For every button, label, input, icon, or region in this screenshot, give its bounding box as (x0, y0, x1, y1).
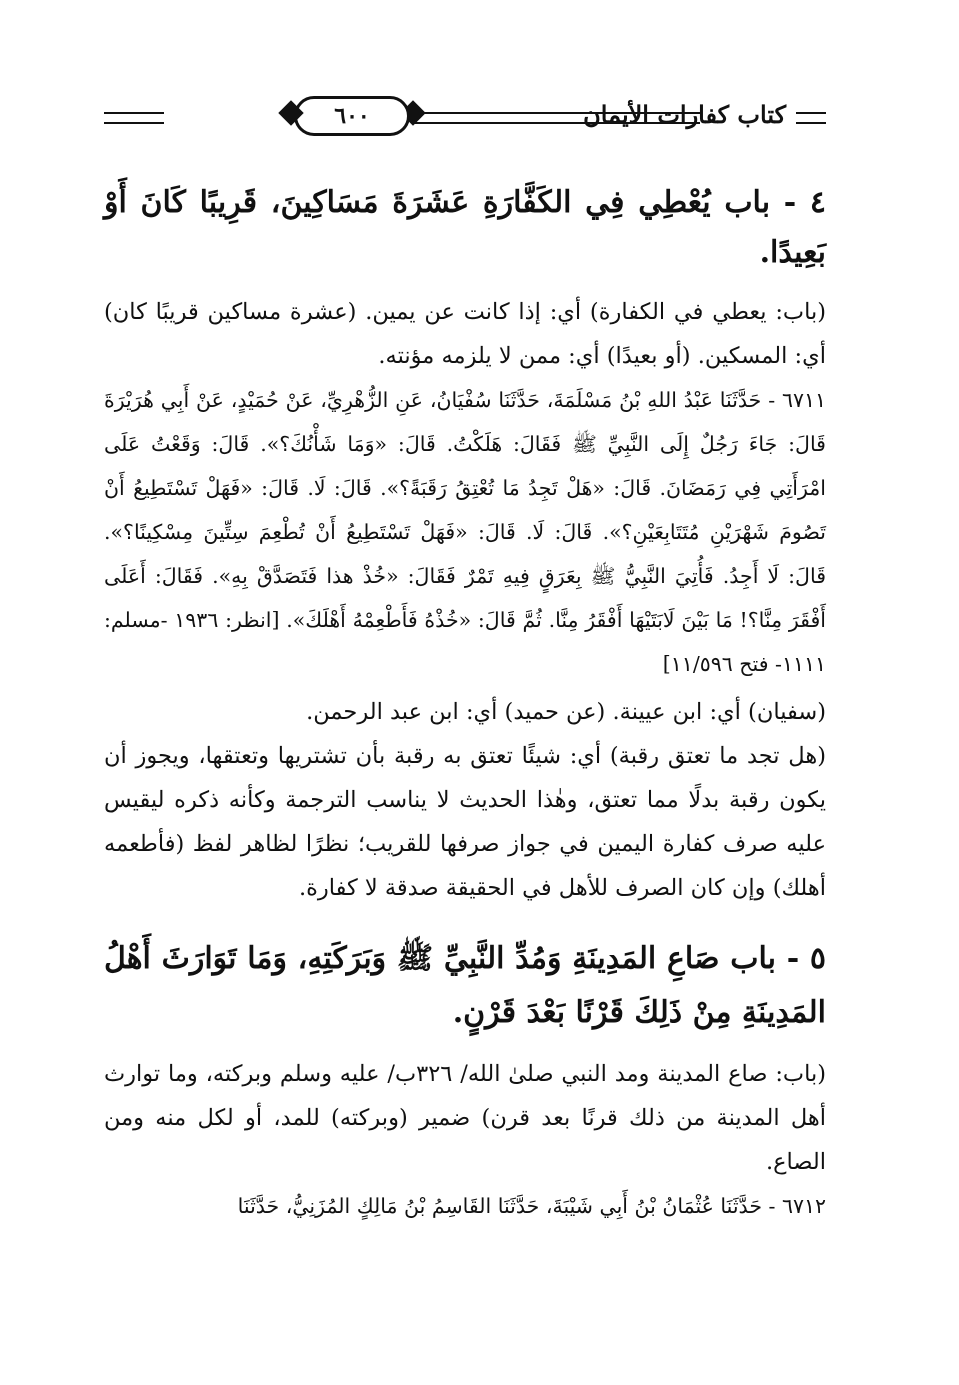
chapter-heading: ٥ - باب صَاعِ المَدِينَةِ وَمُدِّ النَّبِيِّ ﷺ وَبَرَكَتِهِ، وَمَا تَوَارَثَ أَهْلُ المَدِينَةِ مِنْ ذَلِكَ قَرْنًا بَعْدَ قَرْنٍ. (104, 941, 826, 1030)
page-content (104, 178, 826, 1228)
chapter-heading: ٤ - باب يُعْطِي فِي الكَفَّارَةِ عَشَرَةَ مَسَاكِينَ، قَرِيبًا كَانَ أَوْ بَعِيدًا. (104, 185, 826, 270)
commentary-paragraph: (باب: يعطي في الكفارة) أي: إذا كانت عن يمين. (عشرة مساكين قريبًا كان) أي: المسكين. (أو بعيدًا) أي: ممن لا يلزمه مؤنته. (104, 299, 826, 369)
header-rule-left (104, 112, 164, 124)
running-header (104, 90, 826, 150)
page-number: ٦٠٠ (334, 103, 370, 129)
page-number-frame (294, 96, 410, 136)
book-page (104, 90, 826, 1330)
hadith-text: ٦٧١١ - حَدَّثَنَا عَبْدُ اللهِ بْنُ مَسْلَمَةَ، حَدَّثَنَا سُفْيَانُ، عَنِ الزُّهْرِيِّ، عَنْ حُمَيْدٍ، عَنْ أَبِي هُرَيْرَةَ قَالَ: جَاءَ رَجُلٌ إِلَى النَّبِيِّ ﷺ فَقَالَ: هَلَكْتُ. قَالَ: «وَمَا شَأْنُكَ؟». قَالَ: وَقَعْتُ عَلَى امْرَأَتِي فِي رَمَضَانَ. قَالَ: «هَلْ تَجِدُ مَا تُعْتِقُ رَقَبَةً؟». قَالَ: لَا. قَالَ: «فَهَلْ تَسْتَطِيعُ أَنْ تَصُومَ شَهْرَيْنِ مُتَتَابِعَيْنِ؟». قَالَ: لَا. قَالَ: «فَهَلْ تَسْتَطِيعُ أَنْ تُطْعِمَ سِتِّينَ مِسْكِينًا؟». قَالَ: لَا أَجِدُ. فَأُتِيَ النَّبِيُّ ﷺ بِعَرَقٍ فِيهِ تَمْرٌ فَقَالَ: «خُذْ هذا فَتَصَدَّقْ بِهِ». فَقَالَ: أَعَلَى أَفْقَرَ مِنَّا؟! مَا بَيْنَ لَابَتَيْهَا أَفْقَرُ مِنَّا. ثُمَّ قَالَ: «خُذْهُ فَأَطْعِمْهُ أَهْلَكَ». [انظر: ١٩٣٦ -مسلم: ١١١١- فتح ١١/٥٩٦] (104, 388, 826, 676)
commentary-paragraph: (هل تجد ما تعتق رقبة) أي: شيئًا تعتق به رقبة بأن تشتريها وتعتقها، ويجوز أن يكون رقبة بدلًا مما تعتق، وهٰذا الحديث لا يناسب الترجمة وكأنه ذكره ليقيس عليه صرف كفارة اليمين في جواز صرفها للقريب؛ نظرًا لظاهر لفظ (فأطعمه أهلك) وإن كان الصرف للأهل في الحقيقة صدقة لا كفارة. (104, 743, 826, 901)
commentary-paragraph: (باب: صاع المدينة ومد النبي صلىٰ الله/ ٣٢٦ب/ عليه وسلم وبركته، وما توارث أهل المدينة من ذلك قرنًا بعد قرن) ضمير (وبركته) للمد، أو لكل منه ومن الصاع. (104, 1061, 827, 1175)
commentary-paragraph: (سفيان) أي: ابن عيينة. (عن حميد) أي: ابن عبد الرحمن. (306, 699, 826, 725)
hadith-text: ٦٧١٢ - حَدَّثَنَا عُثْمَانُ بْنُ أَبِي شَيْبَةَ، حَدَّثَنَا القَاسِمُ بْنُ مَالِكٍ المُزَنِيُّ، حَدَّثَنَا (237, 1194, 826, 1218)
header-rule-right (796, 112, 826, 124)
header-rule-middle (414, 112, 700, 124)
running-title: كتاب كفارات الأيمان (583, 100, 786, 129)
